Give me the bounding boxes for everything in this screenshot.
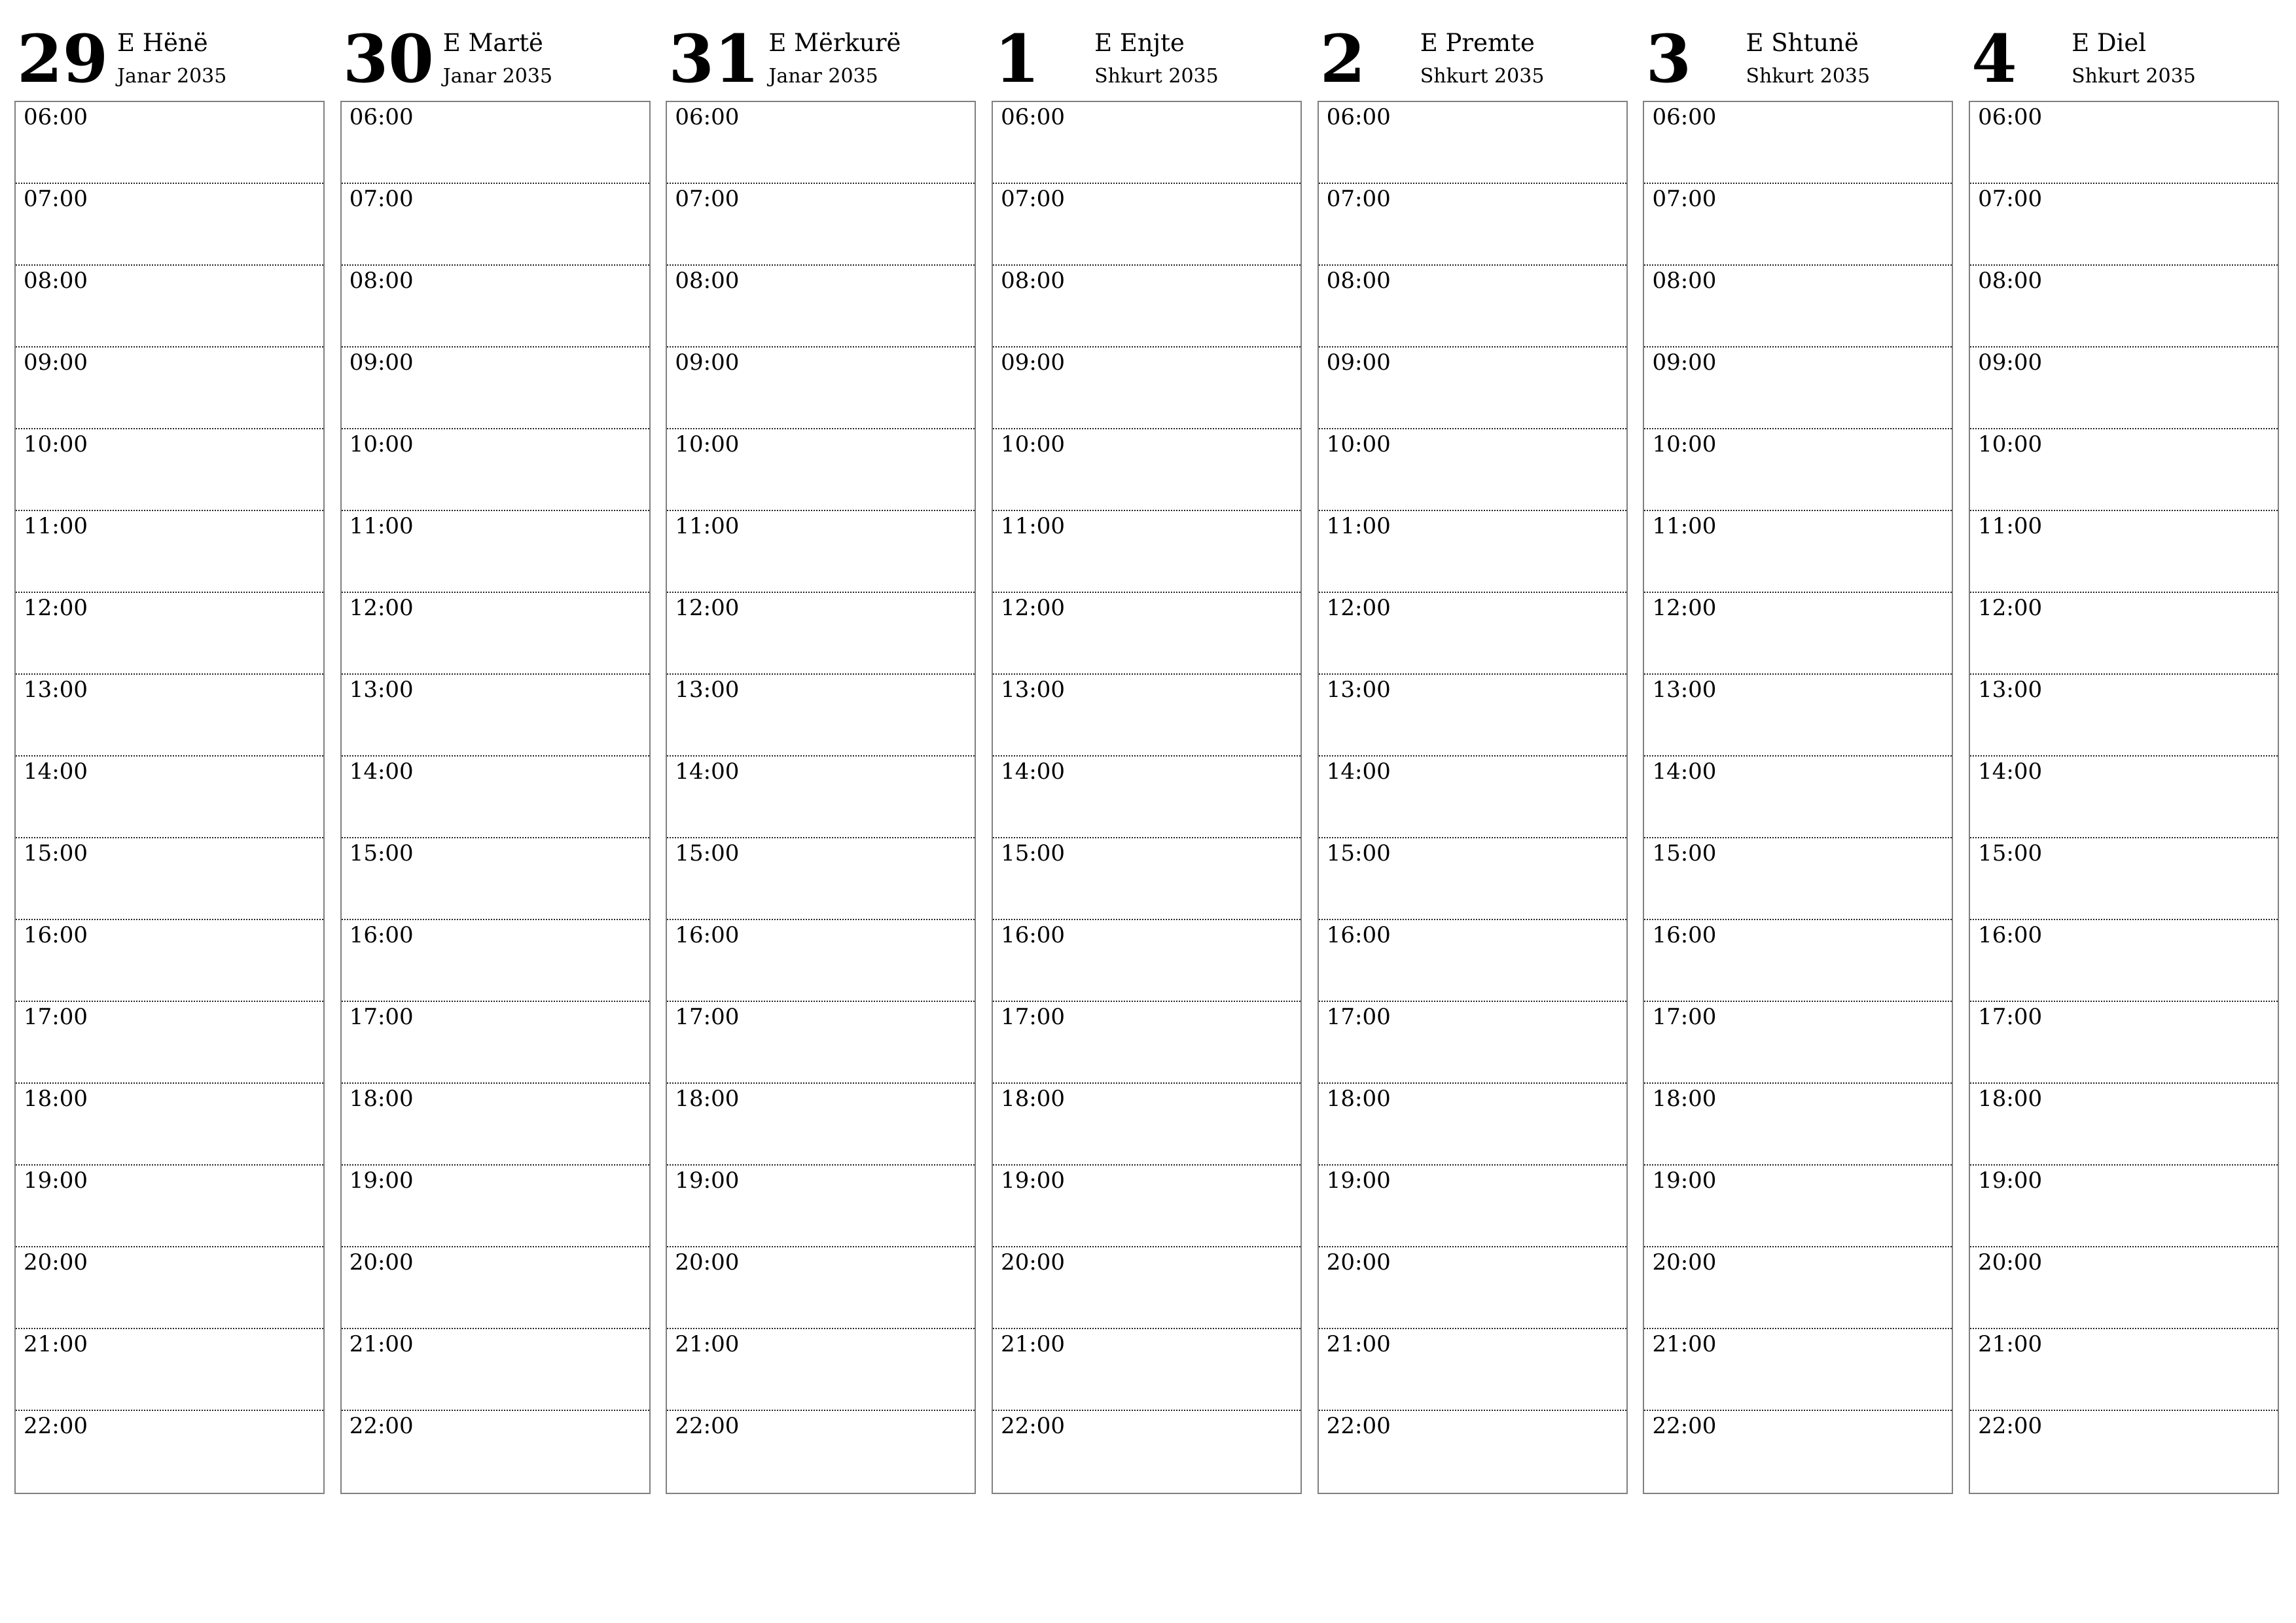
time-slot [1319, 266, 1626, 348]
time-slot [1970, 675, 2278, 757]
time-slot [993, 1166, 1300, 1247]
time-slot [342, 1329, 649, 1411]
time-label: 08:00 [675, 268, 740, 294]
day-number: 2 [1319, 20, 1366, 98]
month-year: Shkurt 2035 [1420, 65, 1545, 88]
time-slot [1319, 348, 1626, 429]
time-label: 10:00 [349, 431, 414, 457]
time-label: 22:00 [1978, 1413, 2043, 1439]
time-slot [342, 348, 649, 429]
time-label: 21:00 [1001, 1331, 1066, 1357]
time-label: 20:00 [1978, 1249, 2043, 1275]
month-year: Shkurt 2035 [2072, 65, 2196, 88]
time-slot [1644, 1084, 1952, 1166]
time-slot [1319, 429, 1626, 511]
time-slot [1644, 757, 1952, 838]
time-slot [16, 757, 323, 838]
time-slot [16, 429, 323, 511]
time-slot [667, 757, 975, 838]
time-label: 12:00 [24, 595, 88, 621]
weekday-name: E Martë [442, 29, 543, 57]
time-label: 10:00 [1001, 431, 1066, 457]
time-slot [1319, 511, 1626, 593]
time-label: 20:00 [24, 1249, 88, 1275]
time-slot [1970, 184, 2278, 266]
time-label: 15:00 [1652, 840, 1717, 866]
day-number: 3 [1645, 20, 1692, 98]
time-label: 19:00 [349, 1168, 414, 1194]
month-year: Shkurt 2035 [1746, 65, 1871, 88]
weekday-name: E Shtunë [1746, 29, 1859, 57]
time-slot [1970, 1166, 2278, 1247]
time-label: 13:00 [24, 677, 88, 703]
day-column [666, 0, 976, 1499]
day-schedule [992, 101, 1302, 1494]
time-slot [993, 1002, 1300, 1084]
time-label: 22:00 [349, 1413, 414, 1439]
time-label: 18:00 [675, 1086, 740, 1112]
time-slot [16, 838, 323, 920]
time-slot [993, 511, 1300, 593]
time-label: 10:00 [675, 431, 740, 457]
time-slot [667, 266, 975, 348]
time-label: 06:00 [675, 104, 740, 130]
time-slot [1970, 1247, 2278, 1329]
time-label: 19:00 [1001, 1168, 1066, 1194]
time-label: 21:00 [24, 1331, 88, 1357]
time-label: 09:00 [1326, 349, 1391, 376]
time-slot [667, 593, 975, 675]
day-schedule [1969, 101, 2279, 1494]
time-label: 20:00 [349, 1249, 414, 1275]
time-slot [1319, 757, 1626, 838]
time-slot [1319, 675, 1626, 757]
time-label: 15:00 [1001, 840, 1066, 866]
weekday-name: E Premte [1420, 29, 1535, 57]
time-slot [342, 593, 649, 675]
weekday-name: E Mërkurë [768, 29, 901, 57]
time-label: 17:00 [1001, 1004, 1066, 1030]
time-label: 13:00 [349, 677, 414, 703]
time-slot [1644, 266, 1952, 348]
time-slot [1319, 184, 1626, 266]
time-slot [1644, 920, 1952, 1002]
time-slot [993, 757, 1300, 838]
time-slot [1644, 593, 1952, 675]
time-label: 11:00 [24, 513, 88, 539]
time-slot [1970, 757, 2278, 838]
time-slot [1644, 1002, 1952, 1084]
time-slot [1644, 184, 1952, 266]
time-label: 19:00 [1326, 1168, 1391, 1194]
time-label: 16:00 [24, 922, 88, 948]
time-slot [667, 1084, 975, 1166]
day-column [1318, 0, 1628, 1499]
time-label: 13:00 [1326, 677, 1391, 703]
time-slot [1970, 511, 2278, 593]
time-slot [993, 1247, 1300, 1329]
time-slot [667, 184, 975, 266]
time-slot [16, 1329, 323, 1411]
time-slot [1970, 920, 2278, 1002]
day-number: 29 [17, 20, 109, 98]
time-slot [342, 675, 649, 757]
time-slot [16, 266, 323, 348]
time-slot [667, 920, 975, 1002]
time-label: 15:00 [1326, 840, 1391, 866]
time-label: 21:00 [675, 1331, 740, 1357]
time-slot [993, 102, 1300, 184]
time-slot [993, 1329, 1300, 1411]
time-label: 13:00 [1001, 677, 1066, 703]
day-number: 30 [342, 20, 434, 98]
time-slot [1319, 1084, 1626, 1166]
time-label: 14:00 [24, 758, 88, 785]
time-label: 14:00 [675, 758, 740, 785]
time-label: 15:00 [675, 840, 740, 866]
time-label: 21:00 [1978, 1331, 2043, 1357]
time-slot [16, 1166, 323, 1247]
time-slot [16, 348, 323, 429]
time-label: 16:00 [1978, 922, 2043, 948]
time-label: 07:00 [1001, 186, 1066, 212]
time-slot [342, 184, 649, 266]
time-slot [16, 675, 323, 757]
time-slot [16, 1411, 323, 1493]
time-label: 14:00 [1652, 758, 1717, 785]
time-slot [667, 1247, 975, 1329]
time-label: 10:00 [1326, 431, 1391, 457]
time-label: 18:00 [24, 1086, 88, 1112]
time-slot [667, 102, 975, 184]
time-slot [1970, 266, 2278, 348]
time-slot [667, 1166, 975, 1247]
day-column [992, 0, 1302, 1499]
time-slot [342, 920, 649, 1002]
month-year: Shkurt 2035 [1094, 65, 1219, 88]
time-label: 07:00 [1326, 186, 1391, 212]
day-column [340, 0, 651, 1499]
time-label: 17:00 [1978, 1004, 2043, 1030]
month-year: Janar 2035 [117, 65, 227, 88]
time-slot [993, 593, 1300, 675]
day-number: 4 [1971, 20, 2017, 98]
time-label: 18:00 [1978, 1086, 2043, 1112]
time-slot [342, 102, 649, 184]
time-slot [16, 102, 323, 184]
time-label: 09:00 [1652, 349, 1717, 376]
time-label: 08:00 [1326, 268, 1391, 294]
time-label: 13:00 [1978, 677, 2043, 703]
time-label: 08:00 [349, 268, 414, 294]
time-slot [342, 838, 649, 920]
time-slot [993, 838, 1300, 920]
time-label: 10:00 [1978, 431, 2043, 457]
time-label: 18:00 [349, 1086, 414, 1112]
time-label: 12:00 [1652, 595, 1717, 621]
time-label: 14:00 [1326, 758, 1391, 785]
time-label: 18:00 [1652, 1086, 1717, 1112]
time-slot [16, 1247, 323, 1329]
time-label: 16:00 [349, 922, 414, 948]
time-slot [1319, 593, 1626, 675]
time-label: 11:00 [1326, 513, 1391, 539]
time-label: 22:00 [24, 1413, 88, 1439]
time-slot [16, 511, 323, 593]
day-schedule [666, 101, 976, 1494]
time-label: 12:00 [675, 595, 740, 621]
time-label: 06:00 [1978, 104, 2043, 130]
time-slot [1319, 1166, 1626, 1247]
time-label: 08:00 [1652, 268, 1717, 294]
weekday-name: E Hënë [117, 29, 208, 57]
time-label: 06:00 [349, 104, 414, 130]
time-slot [1319, 1247, 1626, 1329]
time-slot [342, 1166, 649, 1247]
day-schedule [1643, 101, 1953, 1494]
day-schedule [1318, 101, 1628, 1494]
time-label: 11:00 [1978, 513, 2043, 539]
time-slot [667, 1411, 975, 1493]
time-slot [1319, 102, 1626, 184]
time-label: 09:00 [24, 349, 88, 376]
time-label: 21:00 [1652, 1331, 1717, 1357]
time-slot [1644, 1247, 1952, 1329]
time-label: 11:00 [1001, 513, 1066, 539]
time-slot [1970, 1084, 2278, 1166]
time-slot [993, 348, 1300, 429]
time-slot [993, 1411, 1300, 1493]
time-label: 17:00 [349, 1004, 414, 1030]
time-label: 09:00 [1978, 349, 2043, 376]
day-number: 31 [668, 20, 760, 98]
time-slot [667, 1002, 975, 1084]
time-label: 20:00 [675, 1249, 740, 1275]
time-label: 07:00 [349, 186, 414, 212]
time-slot [342, 511, 649, 593]
time-slot [1970, 348, 2278, 429]
time-label: 14:00 [1978, 758, 2043, 785]
time-slot [993, 1084, 1300, 1166]
time-label: 20:00 [1001, 1249, 1066, 1275]
month-year: Janar 2035 [442, 65, 553, 88]
time-slot [1319, 1329, 1626, 1411]
time-slot [16, 593, 323, 675]
time-label: 15:00 [24, 840, 88, 866]
time-label: 17:00 [24, 1004, 88, 1030]
time-slot [1970, 1002, 2278, 1084]
time-label: 15:00 [349, 840, 414, 866]
time-slot [342, 1084, 649, 1166]
day-column [1643, 0, 1953, 1499]
day-number: 1 [994, 20, 1040, 98]
time-label: 09:00 [349, 349, 414, 376]
time-slot [993, 920, 1300, 1002]
day-column [1969, 0, 2279, 1499]
time-label: 08:00 [1978, 268, 2043, 294]
time-slot [1319, 838, 1626, 920]
time-label: 22:00 [675, 1413, 740, 1439]
time-label: 07:00 [1652, 186, 1717, 212]
time-slot [667, 675, 975, 757]
time-label: 22:00 [1001, 1413, 1066, 1439]
time-label: 18:00 [1326, 1086, 1391, 1112]
time-slot [1644, 511, 1952, 593]
day-schedule [14, 101, 325, 1494]
time-label: 09:00 [675, 349, 740, 376]
time-slot [1970, 102, 2278, 184]
weekly-planner [14, 0, 2279, 1499]
time-label: 06:00 [24, 104, 88, 130]
time-slot [667, 838, 975, 920]
time-label: 21:00 [349, 1331, 414, 1357]
time-slot [16, 1002, 323, 1084]
time-label: 12:00 [349, 595, 414, 621]
time-label: 19:00 [675, 1168, 740, 1194]
weekday-name: E Enjte [1094, 29, 1185, 57]
time-label: 11:00 [349, 513, 414, 539]
time-label: 07:00 [675, 186, 740, 212]
time-slot [993, 266, 1300, 348]
time-label: 18:00 [1001, 1086, 1066, 1112]
time-slot [993, 184, 1300, 266]
time-slot [342, 1247, 649, 1329]
time-label: 17:00 [675, 1004, 740, 1030]
time-label: 11:00 [675, 513, 740, 539]
time-slot [342, 266, 649, 348]
time-label: 08:00 [1001, 268, 1066, 294]
time-label: 12:00 [1326, 595, 1391, 621]
time-label: 20:00 [1652, 1249, 1717, 1275]
time-slot [1970, 593, 2278, 675]
time-label: 16:00 [1326, 922, 1391, 948]
time-label: 13:00 [1652, 677, 1717, 703]
time-slot [1644, 1166, 1952, 1247]
time-label: 20:00 [1326, 1249, 1391, 1275]
time-slot [667, 511, 975, 593]
time-label: 14:00 [1001, 758, 1066, 785]
time-slot [342, 1002, 649, 1084]
time-slot [1644, 675, 1952, 757]
time-slot [16, 920, 323, 1002]
time-label: 16:00 [1652, 922, 1717, 948]
time-slot [1644, 1329, 1952, 1411]
time-slot [1644, 1411, 1952, 1493]
time-slot [1644, 102, 1952, 184]
time-slot [1970, 1329, 2278, 1411]
time-label: 13:00 [675, 677, 740, 703]
time-label: 21:00 [1326, 1331, 1391, 1357]
time-label: 17:00 [1652, 1004, 1717, 1030]
time-label: 22:00 [1326, 1413, 1391, 1439]
month-year: Janar 2035 [768, 65, 878, 88]
time-label: 11:00 [1652, 513, 1717, 539]
time-label: 16:00 [675, 922, 740, 948]
time-slot [667, 1329, 975, 1411]
time-slot [1644, 348, 1952, 429]
time-slot [342, 429, 649, 511]
time-label: 14:00 [349, 758, 414, 785]
time-label: 06:00 [1001, 104, 1066, 130]
time-slot [667, 429, 975, 511]
time-slot [993, 429, 1300, 511]
day-column [14, 0, 325, 1499]
time-label: 12:00 [1001, 595, 1066, 621]
day-schedule [340, 101, 651, 1494]
time-slot [16, 184, 323, 266]
time-label: 19:00 [1652, 1168, 1717, 1194]
time-label: 06:00 [1652, 104, 1717, 130]
time-slot [993, 675, 1300, 757]
time-label: 08:00 [24, 268, 88, 294]
time-slot [16, 1084, 323, 1166]
time-label: 15:00 [1978, 840, 2043, 866]
time-slot [342, 757, 649, 838]
time-label: 16:00 [1001, 922, 1066, 948]
time-label: 07:00 [24, 186, 88, 212]
time-slot [1319, 920, 1626, 1002]
time-label: 19:00 [24, 1168, 88, 1194]
time-label: 10:00 [1652, 431, 1717, 457]
time-slot [1644, 838, 1952, 920]
time-label: 09:00 [1001, 349, 1066, 376]
time-slot [667, 348, 975, 429]
time-slot [1970, 1411, 2278, 1493]
time-label: 22:00 [1652, 1413, 1717, 1439]
time-slot [1970, 838, 2278, 920]
time-label: 19:00 [1978, 1168, 2043, 1194]
time-label: 12:00 [1978, 595, 2043, 621]
time-label: 07:00 [1978, 186, 2043, 212]
time-slot [1970, 429, 2278, 511]
weekday-name: E Diel [2072, 29, 2147, 57]
time-label: 10:00 [24, 431, 88, 457]
time-slot [342, 1411, 649, 1493]
time-slot [1644, 429, 1952, 511]
time-slot [1319, 1002, 1626, 1084]
time-label: 17:00 [1326, 1004, 1391, 1030]
time-slot [1319, 1411, 1626, 1493]
time-label: 06:00 [1326, 104, 1391, 130]
